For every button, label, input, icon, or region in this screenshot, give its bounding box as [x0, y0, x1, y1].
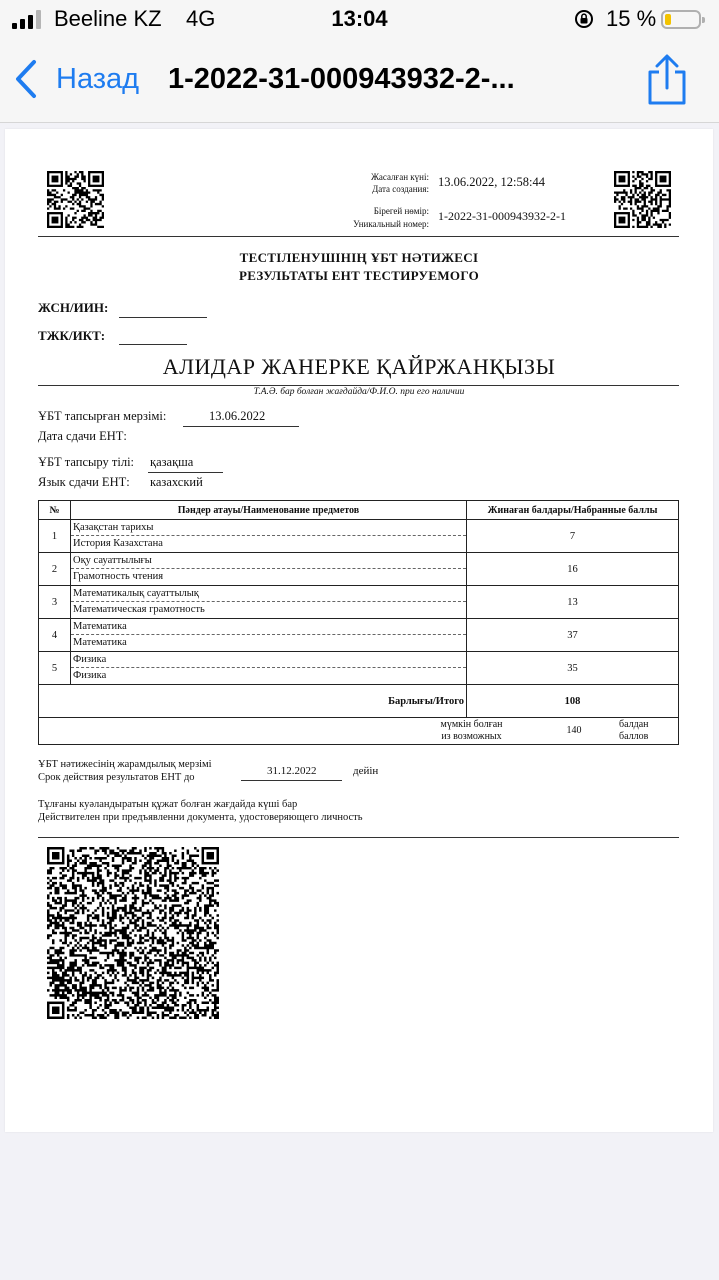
col-num-header: № — [39, 501, 71, 520]
unique-value: 1-2022-31-000943932-2-1 — [438, 209, 566, 223]
qr-code-large — [47, 847, 219, 1019]
carrier-name: Beeline KZ — [54, 6, 162, 31]
subject-name-ru: Математика — [73, 637, 127, 648]
chevron-left-icon — [14, 59, 38, 99]
lang-label-kz: ҰБТ тапсыру тілі: — [38, 455, 135, 469]
document-page — [5, 129, 713, 1132]
subject-name-kz: Оқу сауаттылығы — [71, 553, 466, 569]
divider — [38, 236, 679, 237]
max-value: 140 — [566, 725, 582, 736]
table-row — [39, 619, 679, 652]
subject-score: 13 — [467, 586, 679, 619]
qr-code-small-right — [614, 171, 671, 228]
validity-underline — [241, 780, 342, 781]
lang-label-ru: Язык сдачи ЕНТ: — [38, 475, 130, 489]
name-underline — [38, 385, 679, 386]
created-label-ru: Дата создания: — [372, 184, 429, 194]
iin-label: ЖСН/ИИН: — [38, 300, 109, 315]
bottom-divider — [38, 837, 679, 838]
lang-value-ru: казахский — [150, 475, 203, 489]
battery-percent: 15 % — [606, 6, 657, 31]
table-row — [39, 652, 679, 685]
validity-label-kz: ҰБТ нәтижесінің жарамдылық мерзімі — [38, 759, 212, 770]
row-num: 3 — [39, 586, 71, 619]
navigation-bar — [0, 40, 719, 123]
note-ru: Действителен при предъявленни документа, удостоверяющего личность — [38, 812, 363, 823]
subject-name-ru: Грамотность чтения — [73, 571, 164, 582]
full-name: АЛИДАР ЖАНЕРКЕ ҚАЙРЖАНҚЫЗЫ — [162, 354, 556, 379]
lang-value-kz: қазақша — [150, 455, 194, 469]
status-bar — [0, 0, 719, 40]
subject-name-ru: Физика — [73, 670, 107, 681]
row-num: 5 — [39, 652, 71, 685]
back-button[interactable] — [14, 56, 139, 102]
points-label — [619, 719, 648, 743]
ikt-label: ТЖК/ИКТ: — [38, 328, 106, 343]
row-num: 4 — [39, 619, 71, 652]
col-score-header: Жинаған балдары/Набранные баллы — [467, 501, 679, 520]
subject-name-kz: Қазақстан тарихы — [71, 520, 466, 536]
back-label: Назад — [56, 62, 140, 95]
battery-icon — [661, 10, 701, 29]
max-label — [419, 719, 524, 743]
test-date-label-ru: Дата сдачи ЕНТ: — [38, 429, 127, 443]
table-row — [39, 553, 679, 586]
max-label-kz: мүмкін болған — [440, 719, 503, 730]
created-value: 13.06.2022, 12:58:44 — [438, 175, 545, 189]
row-num: 1 — [39, 520, 71, 553]
subject-name-kz: Математика — [71, 619, 466, 635]
subject-name-ru: Математическая грамотность — [73, 604, 205, 615]
page-title: 1-2022-31-000943932-2-... — [168, 63, 515, 95]
note-kz: Тұлғаны куәландыратын құжат болған жағдайда күші бар — [38, 799, 298, 810]
row-num: 2 — [39, 553, 71, 586]
test-date-value: 13.06.2022 — [209, 409, 266, 423]
subject-score: 7 — [467, 520, 679, 553]
fio-note: Т.А.Ә. бар болған жағдайда/Ф.И.О. при его наличии — [253, 387, 465, 397]
max-row — [39, 718, 679, 745]
points-label-ru: баллов — [619, 731, 649, 742]
ikt-underline — [119, 344, 187, 345]
total-value: 108 — [467, 685, 679, 718]
table-row — [39, 520, 679, 553]
table-row — [39, 586, 679, 619]
total-label: Барлығы/Итого — [39, 685, 467, 718]
subject-name-kz: Физика — [71, 652, 466, 668]
status-time: 13:04 — [331, 6, 388, 31]
created-label-kz: Жасалған күні: — [371, 172, 429, 182]
subject-name-kz: Математикалық сауаттылық — [71, 586, 466, 602]
validity-label-ru: Срок действия результатов ЕНТ до — [38, 772, 195, 783]
iin-underline — [119, 317, 207, 318]
qr-code-small-left — [47, 171, 104, 228]
validity-suffix: дейін — [353, 765, 379, 777]
max-label-ru: из возможных — [441, 731, 502, 742]
subject-score: 37 — [467, 619, 679, 652]
total-row — [39, 685, 679, 718]
subject-name-ru: История Казахстана — [73, 538, 163, 549]
subject-score: 35 — [467, 652, 679, 685]
points-label-kz: балдан — [619, 719, 649, 730]
rotation-lock-icon — [574, 9, 594, 29]
subject-score: 16 — [467, 553, 679, 586]
lang-underline — [148, 472, 223, 473]
test-date-underline — [183, 426, 299, 427]
network-type: 4G — [186, 6, 216, 31]
share-icon[interactable] — [644, 54, 690, 106]
test-date-label-kz: ҰБТ тапсырған мерзімі: — [38, 409, 167, 423]
results-table — [38, 500, 679, 745]
unique-label-ru: Уникальный номер: — [353, 219, 429, 229]
document-title-kz: ТЕСТІЛЕНУШІНІҢ ҰБТ НӘТИЖЕСІ — [239, 250, 479, 265]
col-subject-header: Пәндер атауы/Наименование предметов — [71, 501, 467, 520]
document-title-ru: РЕЗУЛЬТАТЫ ЕНТ ТЕСТИРУЕМОГО — [239, 268, 479, 283]
unique-label-kz: Бірегей нөмір: — [373, 206, 429, 216]
validity-value: 31.12.2022 — [267, 765, 317, 777]
